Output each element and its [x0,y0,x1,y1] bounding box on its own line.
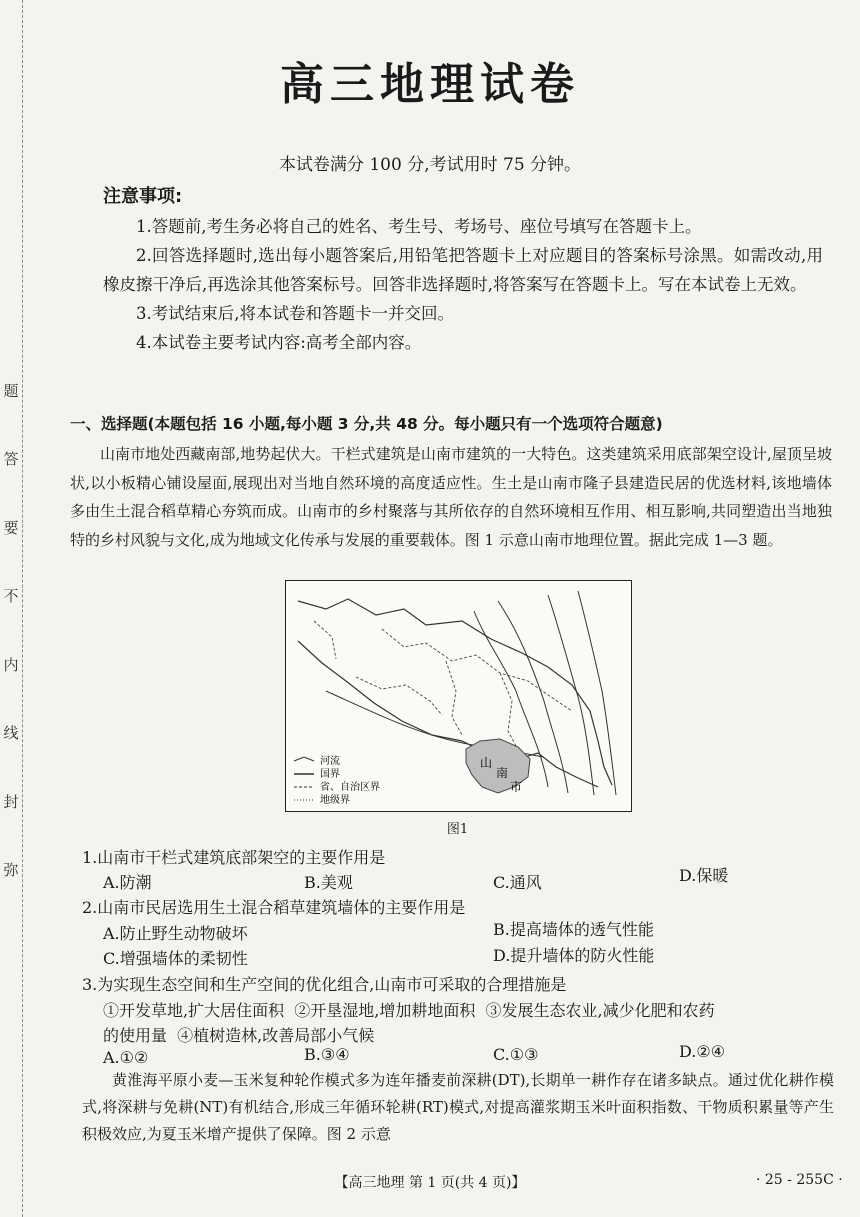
notice-item: 2.回答选择题时,选出每小题答案后,用铅笔把答题卡上对应题目的答案标号涂黑。如需改动,用橡皮擦干净后,再选涂其他答案标号。回答非选择题时,将答案写在答题卡上。写在本试卷上无效。 [103,246,823,294]
legend-label: 地级界 [320,795,350,806]
seal-char: 不 [3,587,19,606]
binding-dashed-line [22,0,23,1217]
figure-1-map [285,580,632,812]
question-2-option: B.提高墙体的透气性能 [493,920,654,939]
question-2-option: C.增强墙体的柔韧性 [103,949,248,968]
reading-passage-2: 黄淮海平原小麦—玉米复种轮作模式多为连年播麦前深耕(DT),长期单一耕作存在诸多缺点。通过优化耕作模式,将深耕与免耕(NT)有机结合,形成三年循环轮耕(RT)模式,对提高灌浆期玉米叶面积指数、干物质积累量等产生积极效应,为夏玉米增产提供了保障。图 2 示意 [82,1071,834,1143]
region-label-char: 市 [510,780,523,794]
region-label-char: 山 [480,756,493,770]
notice-item: 1.答题前,考生务必将自己的姓名、考生号、考场号、座位号填写在答题卡上。 [136,217,702,236]
seal-char: 弥 [3,860,19,879]
national-border [298,599,612,787]
question-2-option: D.提升墙体的防火性能 [493,946,655,965]
figure-caption: 图1 [446,822,469,837]
question-3-option: A.①② [103,1048,149,1067]
question-3-choices-cont: 的使用量 ④植树造林,改善局部小气候 [103,1026,375,1045]
reading-passage-1: 山南市地处西藏南部,地势起伏大。干栏式建筑是山南市建筑的一大特色。这类建筑采用底部架空设计,屋顶呈坡状,以小板精心铺设屋面,展现出对当地自然环境的高度适应性。生土是山南市隆子县建造民居的优选材料,该地墙体多由生土混合稻草精心夯筑而成。山南市的乡村聚落与其所依存的自然环境相互作用、相互影响,共同塑造出当地独特的乡村风貌与文化,成为地域文化传承与发展的重要载体。图 1 示意山南市地理位置。据此完成 1—3 题。 [70,445,832,549]
question-1-option: B.美观 [304,873,353,892]
paper-code: · 25 - 255C · [756,1172,843,1188]
question-2-stem: 2.山南市民居选用生土混合稻草建筑墙体的主要作用是 [82,898,466,917]
legend-label: 省、自治区界 [320,782,380,793]
seal-char: 内 [3,655,19,674]
question-3-option: B.③④ [304,1045,350,1064]
notice-list [103,212,823,357]
tibet-map-svg [286,581,631,811]
seal-char: 线 [3,724,19,743]
notice-item: 4.本试卷主要考试内容:高考全部内容。 [136,333,422,352]
seal-line-text [2,380,20,880]
question-3-choices: ①开发草地,扩大居住面积 ②开垦湿地,增加耕地面积 ③发展生态农业,减少化肥和农药 [103,1001,715,1020]
question-3-option: C.①③ [493,1045,539,1064]
seal-char: 封 [3,792,19,811]
legend-label: 河流 [320,756,340,767]
seal-char: 要 [3,518,19,537]
seal-char: 题 [3,382,19,400]
notice-title: 注意事项: [103,186,183,207]
page-footer: 【高三地理 第 1 页(共 4 页)】 [334,1175,526,1191]
question-2-option: A.防止野生动物破坏 [103,924,248,943]
question-3-option: D.②④ [679,1042,726,1061]
notice-item: 3.考试结束后,将本试卷和答题卡一并交回。 [136,304,454,323]
question-1-stem: 1.山南市干栏式建筑底部架空的主要作用是 [82,848,386,867]
exam-info: 本试卷满分 100 分,考试用时 75 分钟。 [278,155,582,175]
question-3-stem: 3.为实现生态空间和生产空间的优化组合,山南市可采取的合理措施是 [82,975,567,994]
map-legend [294,754,380,806]
question-1-option: A.防潮 [103,873,152,892]
question-1-option: C.通风 [493,873,542,892]
section-heading: 一、选择题(本题包括 16 小题,每小题 3 分,共 48 分。每小题只有一个选项符合题意) [70,415,663,433]
legend-river-symbol [294,757,314,761]
legend-label: 国界 [320,769,340,780]
question-1-option: D.保暖 [679,866,729,885]
region-label-char: 南 [496,766,509,780]
page-title: 高三地理试卷 [280,59,580,110]
seal-char: 答 [3,450,19,469]
